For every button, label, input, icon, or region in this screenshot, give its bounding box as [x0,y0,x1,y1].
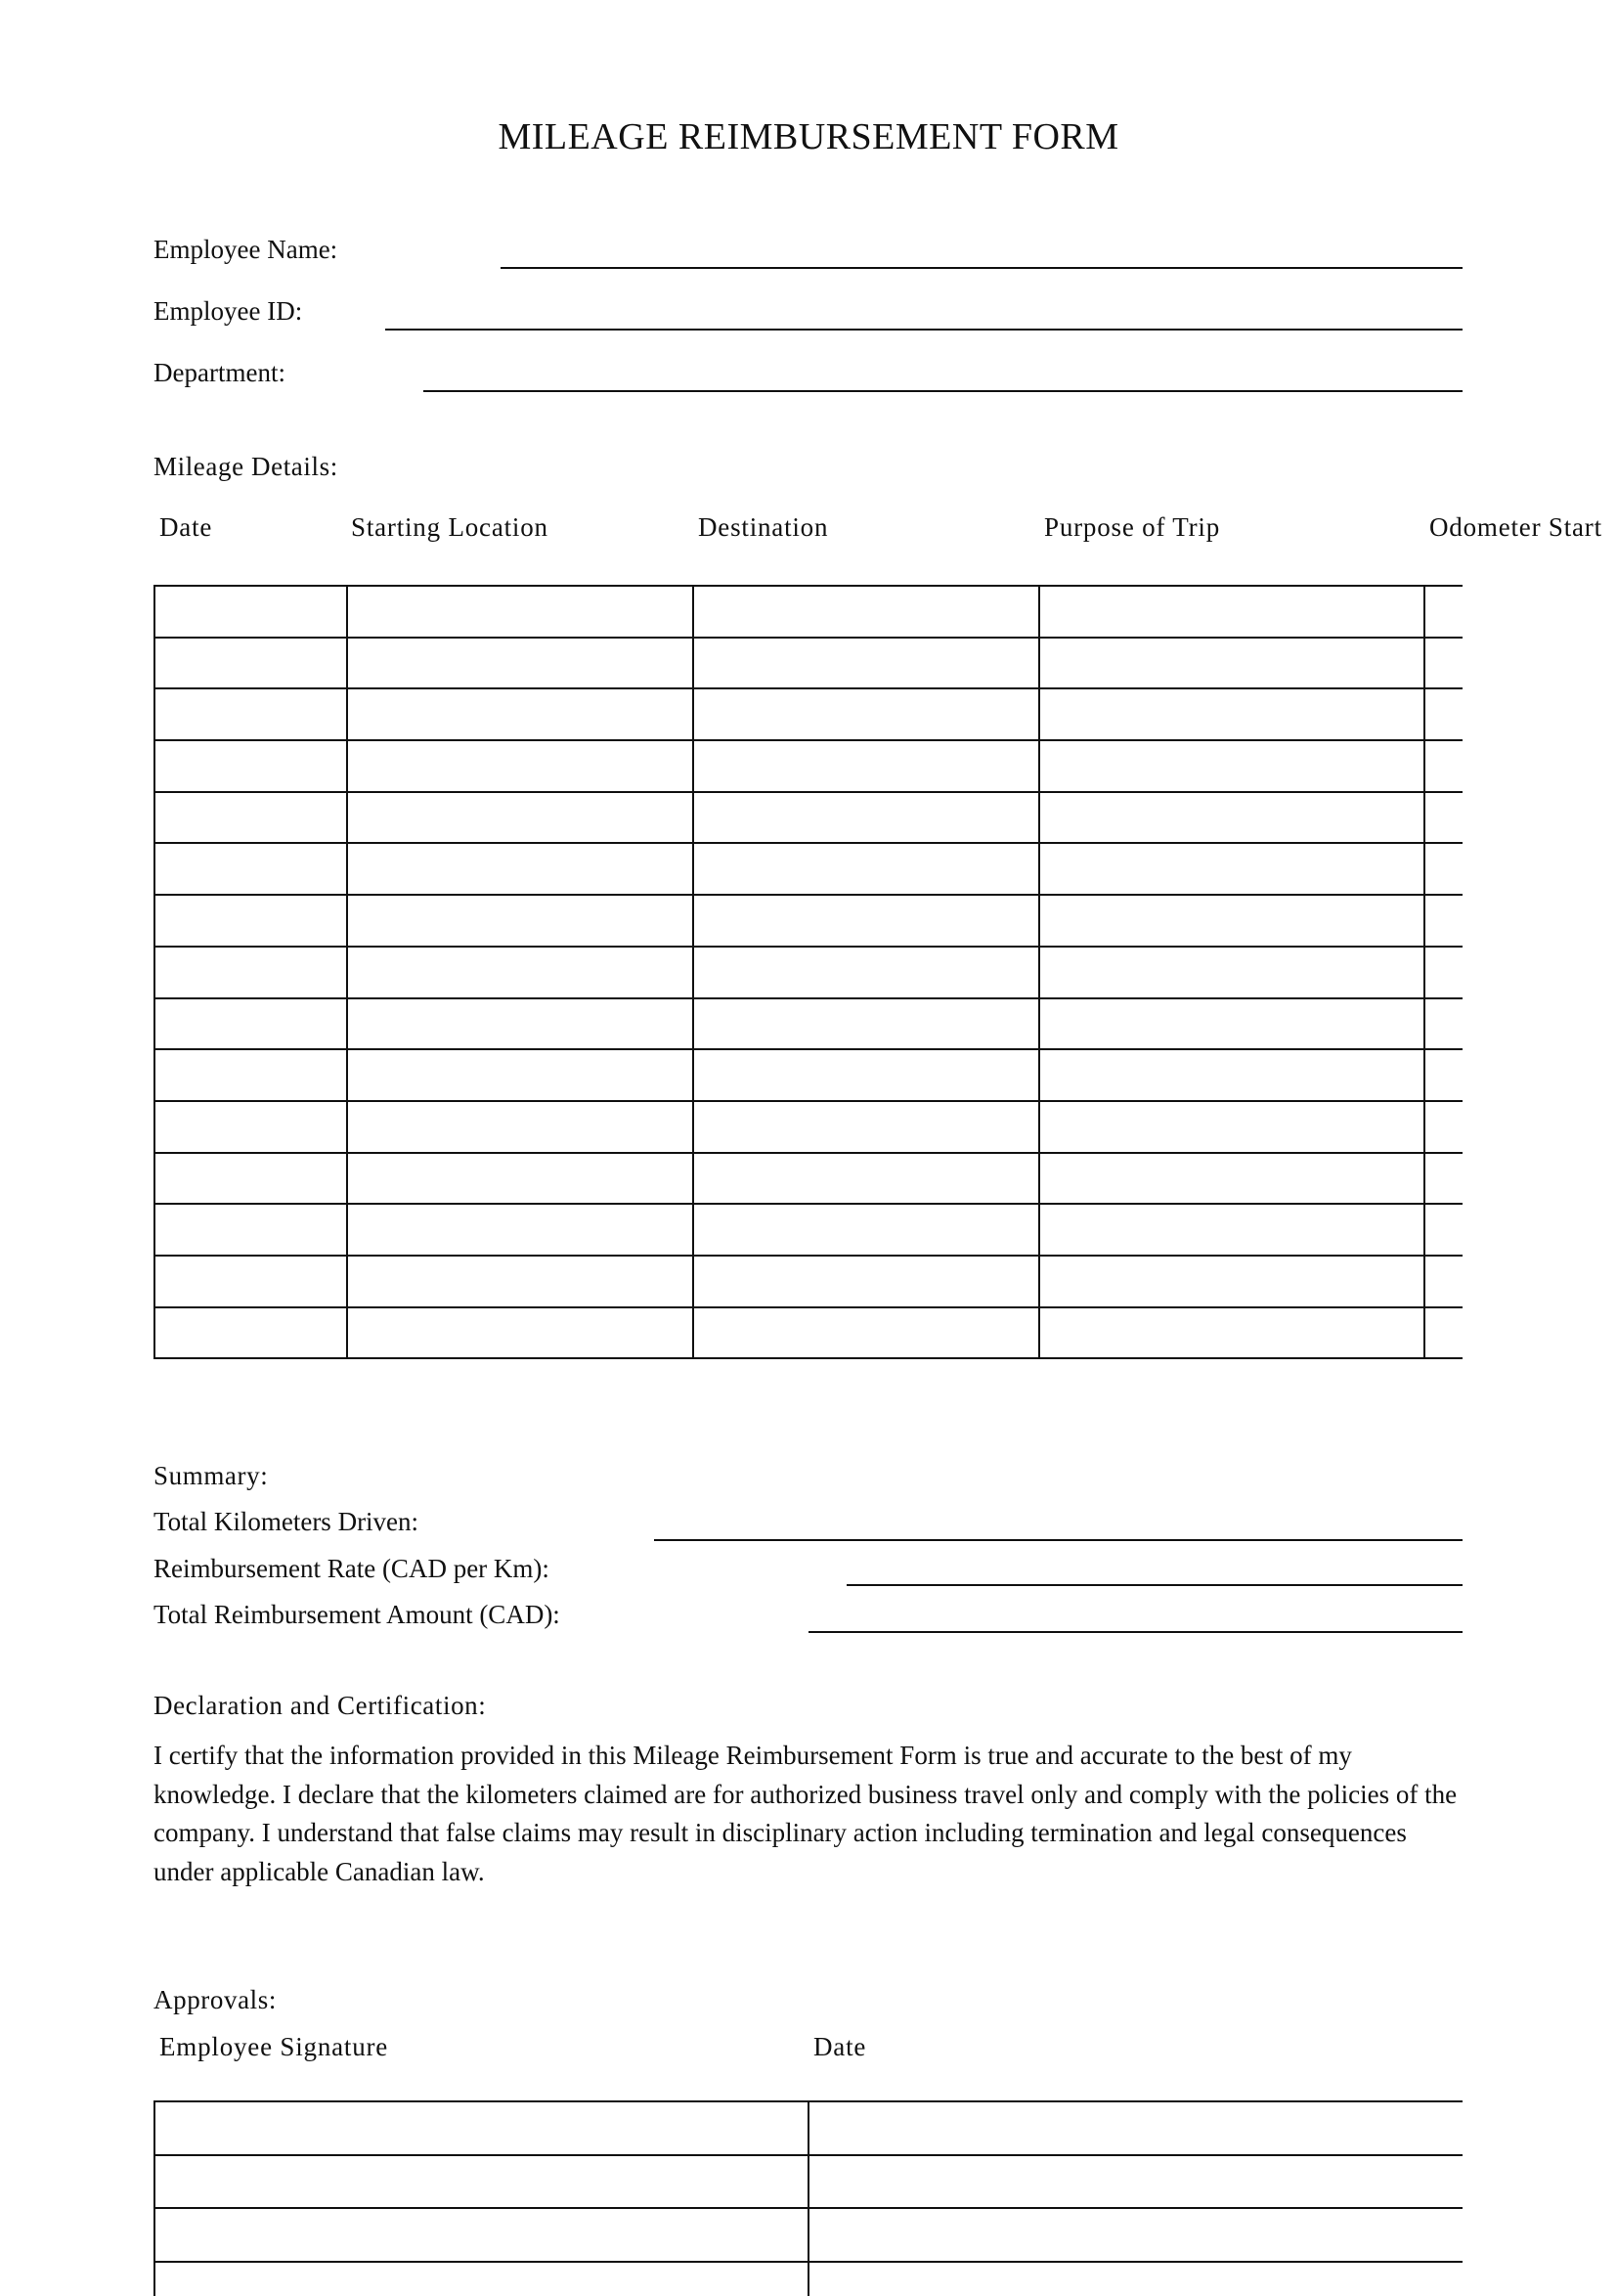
cell-destination[interactable] [693,843,1039,895]
employee-name-label: Employee Name: [153,235,337,265]
cell-purpose[interactable] [1039,792,1424,844]
total-amount-field[interactable] [808,1631,1463,1633]
cell-odometer-start[interactable] [1424,1256,1463,1307]
mileage-row [154,586,1463,638]
approval-row [154,2262,1463,2296]
cell-odometer-start[interactable] [1424,1049,1463,1101]
cell-destination[interactable] [693,1101,1039,1153]
mileage-row [154,1049,1463,1101]
employee-name-field[interactable] [501,267,1463,269]
employee-id-label: Employee ID: [153,296,302,327]
mileage-row [154,998,1463,1050]
cell-destination[interactable] [693,1153,1039,1205]
cell-approval-date[interactable] [808,2101,1463,2155]
mileage-row [154,1307,1463,1359]
cell-starting-location[interactable] [347,792,693,844]
column-header-approval-date: Date [813,2032,866,2062]
mileage-row [154,1101,1463,1153]
cell-destination[interactable] [693,740,1039,792]
cell-odometer-start[interactable] [1424,740,1463,792]
cell-date[interactable] [154,998,347,1050]
declaration-heading: Declaration and Certification: [153,1691,486,1721]
cell-purpose[interactable] [1039,1204,1424,1256]
cell-purpose[interactable] [1039,947,1424,998]
cell-starting-location[interactable] [347,998,693,1050]
cell-odometer-start[interactable] [1424,792,1463,844]
cell-employee-signature[interactable] [154,2262,808,2296]
cell-starting-location[interactable] [347,688,693,740]
cell-odometer-start[interactable] [1424,1204,1463,1256]
cell-employee-signature[interactable] [154,2155,808,2209]
cell-destination[interactable] [693,998,1039,1050]
cell-date[interactable] [154,1101,347,1153]
total-amount-label: Total Reimbursement Amount (CAD): [153,1600,560,1630]
cell-destination[interactable] [693,586,1039,638]
cell-date[interactable] [154,1204,347,1256]
cell-starting-location[interactable] [347,1153,693,1205]
approvals-heading: Approvals: [153,1985,277,2015]
cell-starting-location[interactable] [347,895,693,947]
cell-odometer-start[interactable] [1424,1153,1463,1205]
cell-date[interactable] [154,1307,347,1359]
cell-starting-location[interactable] [347,1101,693,1153]
cell-odometer-start[interactable] [1424,638,1463,689]
cell-odometer-start[interactable] [1424,586,1463,638]
cell-purpose[interactable] [1039,998,1424,1050]
cell-odometer-start[interactable] [1424,1101,1463,1153]
cell-odometer-start[interactable] [1424,998,1463,1050]
cell-date[interactable] [154,947,347,998]
column-header-odometer-start: Odometer Start [1429,512,1602,543]
cell-odometer-start[interactable] [1424,895,1463,947]
department-label: Department: [153,358,285,388]
cell-date[interactable] [154,688,347,740]
cell-starting-location[interactable] [347,1204,693,1256]
mileage-row [154,895,1463,947]
cell-starting-location[interactable] [347,638,693,689]
column-header-purpose: Purpose of Trip [1044,512,1220,543]
cell-starting-location[interactable] [347,586,693,638]
cell-date[interactable] [154,895,347,947]
employee-id-field[interactable] [385,329,1463,331]
cell-odometer-start[interactable] [1424,947,1463,998]
cell-date[interactable] [154,792,347,844]
cell-approval-date[interactable] [808,2208,1463,2262]
mileage-row [154,638,1463,689]
cell-purpose[interactable] [1039,843,1424,895]
cell-destination[interactable] [693,638,1039,689]
cell-purpose[interactable] [1039,638,1424,689]
cell-starting-location[interactable] [347,1049,693,1101]
mileage-row [154,1256,1463,1307]
cell-purpose[interactable] [1039,740,1424,792]
approval-row [154,2101,1463,2155]
approval-row [154,2208,1463,2262]
mileage-row [154,740,1463,792]
approval-row [154,2155,1463,2209]
cell-approval-date[interactable] [808,2262,1463,2296]
cell-approval-date[interactable] [808,2155,1463,2209]
reimbursement-rate-label: Reimbursement Rate (CAD per Km): [153,1554,549,1584]
mileage-table [153,585,1463,1394]
cell-odometer-start[interactable] [1424,688,1463,740]
cell-purpose[interactable] [1039,586,1424,638]
summary-heading: Summary: [153,1461,268,1491]
cell-purpose[interactable] [1039,1153,1424,1205]
cell-destination[interactable] [693,1307,1039,1359]
cell-date[interactable] [154,1049,347,1101]
mileage-row [154,1153,1463,1205]
cell-destination[interactable] [693,1256,1039,1307]
column-header-employee-signature: Employee Signature [159,2032,388,2062]
declaration-text: I certify that the information provided in this Mileage Reimbursement Form is true and accurate to the best of my knowledge. I declare that the kilometers claimed are for authorized business travel only and comply with the policies of the company. I understand that false claims may result in disciplinary action including termination and legal consequences under applicable Canadian law. [153,1737,1473,1891]
total-km-label: Total Kilometers Driven: [153,1507,418,1537]
cell-starting-location[interactable] [347,740,693,792]
reimbursement-rate-field[interactable] [847,1584,1463,1586]
column-header-date: Date [159,512,212,543]
cell-date[interactable] [154,1153,347,1205]
cell-starting-location[interactable] [347,947,693,998]
mileage-row [154,688,1463,740]
cell-purpose[interactable] [1039,1101,1424,1153]
cell-date[interactable] [154,843,347,895]
cell-destination[interactable] [693,895,1039,947]
cell-purpose[interactable] [1039,1049,1424,1101]
cell-destination[interactable] [693,1049,1039,1101]
column-header-starting-location: Starting Location [351,512,548,543]
cell-purpose[interactable] [1039,688,1424,740]
cell-odometer-start[interactable] [1424,1307,1463,1359]
cell-employee-signature[interactable] [154,2208,808,2262]
cell-starting-location[interactable] [347,843,693,895]
cell-destination[interactable] [693,792,1039,844]
column-header-destination: Destination [698,512,828,543]
approvals-table [153,2100,1463,2296]
cell-destination[interactable] [693,1204,1039,1256]
mileage-details-heading: Mileage Details: [153,452,338,482]
cell-starting-location[interactable] [347,1256,693,1307]
mileage-row [154,1204,1463,1256]
cell-purpose[interactable] [1039,895,1424,947]
mileage-row [154,792,1463,844]
cell-date[interactable] [154,740,347,792]
cell-purpose[interactable] [1039,1256,1424,1307]
total-km-field[interactable] [654,1539,1463,1541]
mileage-row [154,947,1463,998]
cell-destination[interactable] [693,947,1039,998]
cell-odometer-start[interactable] [1424,843,1463,895]
form-title: MILEAGE REIMBURSEMENT FORM [0,115,1617,158]
cell-date[interactable] [154,1256,347,1307]
cell-destination[interactable] [693,688,1039,740]
mileage-row [154,843,1463,895]
cell-purpose[interactable] [1039,1307,1424,1359]
department-field[interactable] [423,390,1463,392]
cell-starting-location[interactable] [347,1307,693,1359]
cell-employee-signature[interactable] [154,2101,808,2155]
cell-date[interactable] [154,586,347,638]
cell-date[interactable] [154,638,347,689]
